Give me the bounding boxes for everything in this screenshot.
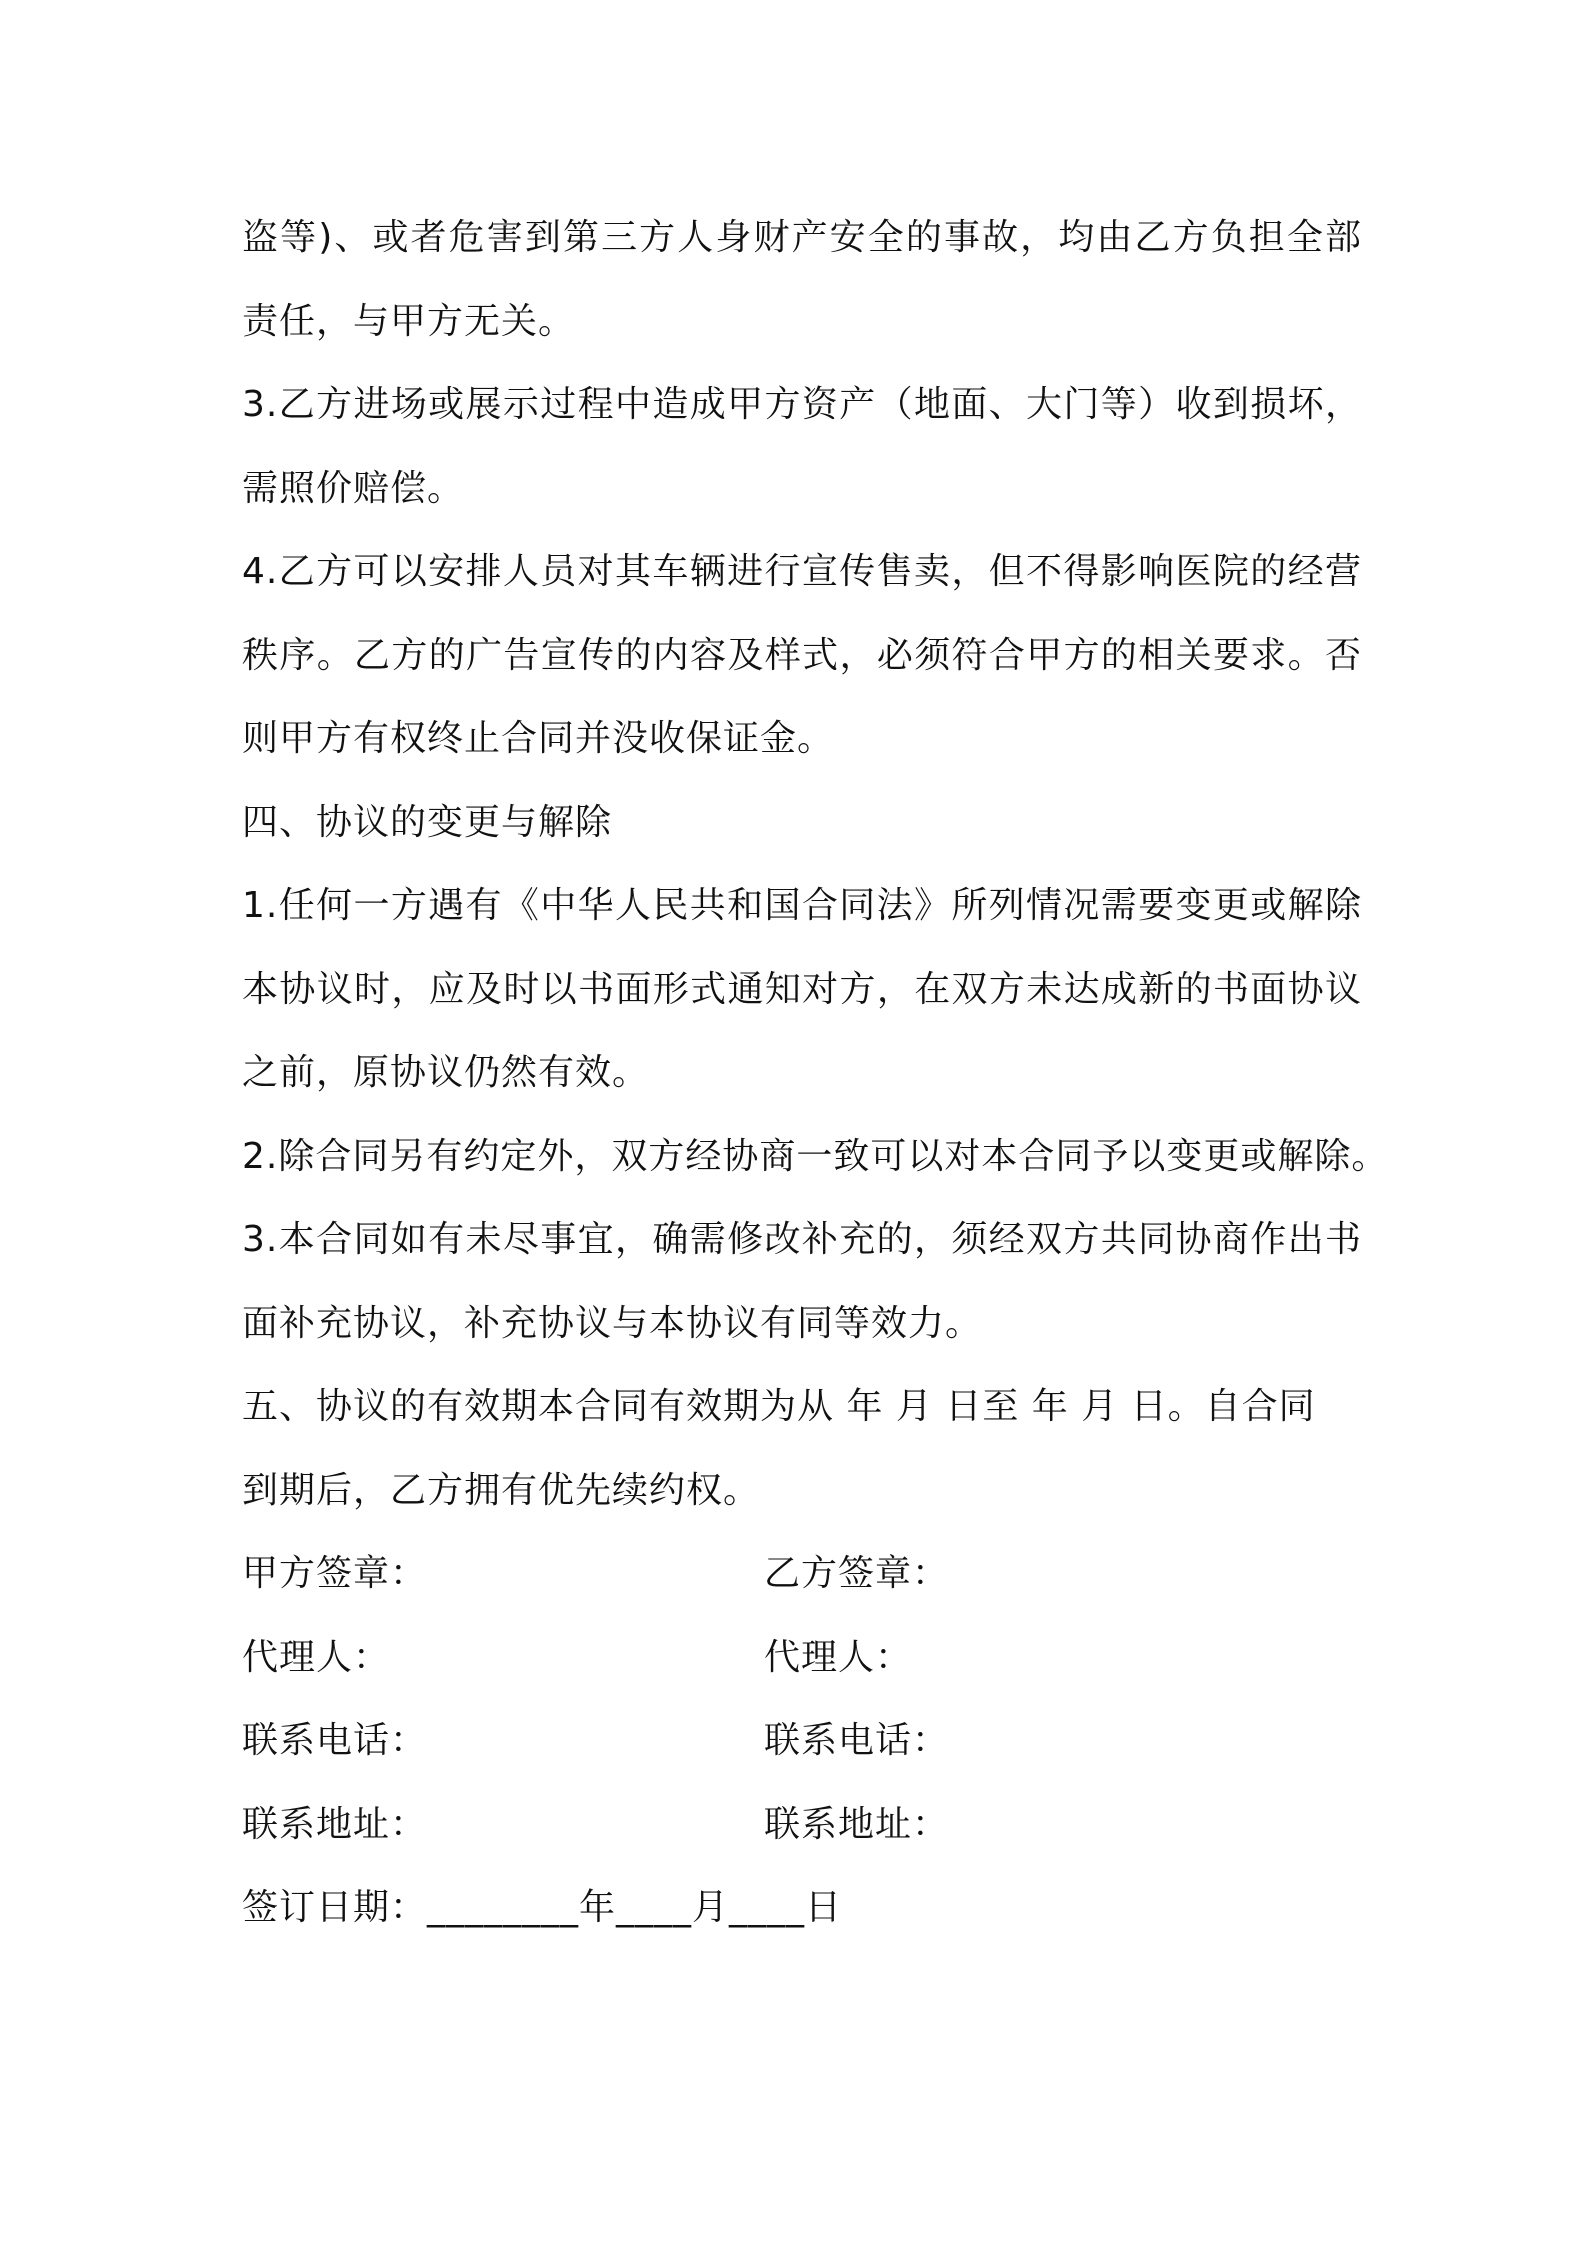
section-4-clause-1-line: 1.任何一方遇有《中华人民共和国合同法》所列情况需要变更或解除: [242, 885, 1362, 926]
party-a-agent-label: 代理人：: [242, 1636, 391, 1678]
signing-date-line: 签订日期：________年____月____日: [242, 1887, 843, 1928]
paragraph-line: 盗等)、或者危害到第三方人身财产安全的事故，均由乙方负担全部: [242, 217, 1362, 258]
party-b-agent-label: 代理人：: [764, 1636, 913, 1678]
section-4-clause-1-line: 之前，原协议仍然有效。: [242, 1052, 650, 1093]
party-b-seal-label: 乙方签章：: [764, 1553, 950, 1594]
section-4-clause-2-line: 2.除合同另有约定外，双方经协商一致可以对本合同予以变更或解除。: [242, 1135, 1389, 1177]
clause-3-line: 3.乙方进场或展示过程中造成甲方资产（地面、大门等）收到损坏，: [242, 384, 1362, 425]
signature-row-address: [242, 1783, 1362, 1867]
section-4-clause-1-line: 本协议时，应及时以书面形式通知对方，在双方未达成新的书面协议: [242, 968, 1362, 1010]
party-a-seal-label: 甲方签章：: [242, 1553, 428, 1594]
signature-row-phone: [242, 1699, 1362, 1783]
section-4-clause-3-line: 3.本合同如有未尽事宜，确需修改补充的，须经双方共同协商作出书: [242, 1219, 1362, 1260]
clause-4-line: 4.乙方可以安排人员对其车辆进行宣传售卖，但不得影响医院的经营: [242, 551, 1362, 592]
section-4-clause-3-line: 面补充协议，补充协议与本协议有同等效力。: [242, 1302, 983, 1344]
section-5-line: 到期后，乙方拥有优先续约权。: [242, 1469, 761, 1511]
party-a-address-label: 联系地址：: [242, 1803, 428, 1845]
section-heading-5: 五、协议的有效期本合同有效期为从 年 月 日至 年 月 日。自合同: [242, 1386, 1316, 1427]
clause-4-line: 则甲方有权终止合同并没收保证金。: [242, 718, 835, 759]
paragraph-line: 责任，与甲方无关。: [242, 300, 576, 342]
signature-row-seal: [242, 1532, 1362, 1616]
party-a-phone-label: 联系电话：: [242, 1720, 428, 1761]
document-body: [242, 196, 1389, 1950]
party-b-address-label: 联系地址：: [764, 1803, 950, 1845]
signature-row-agent: [242, 1616, 1362, 1700]
party-b-phone-label: 联系电话：: [764, 1720, 950, 1761]
section-heading-4: 四、协议的变更与解除: [242, 801, 613, 843]
clause-4-line: 秩序。乙方的广告宣传的内容及样式，必须符合甲方的相关要求。否: [242, 634, 1362, 676]
clause-3-line: 需照价赔偿。: [242, 467, 465, 509]
